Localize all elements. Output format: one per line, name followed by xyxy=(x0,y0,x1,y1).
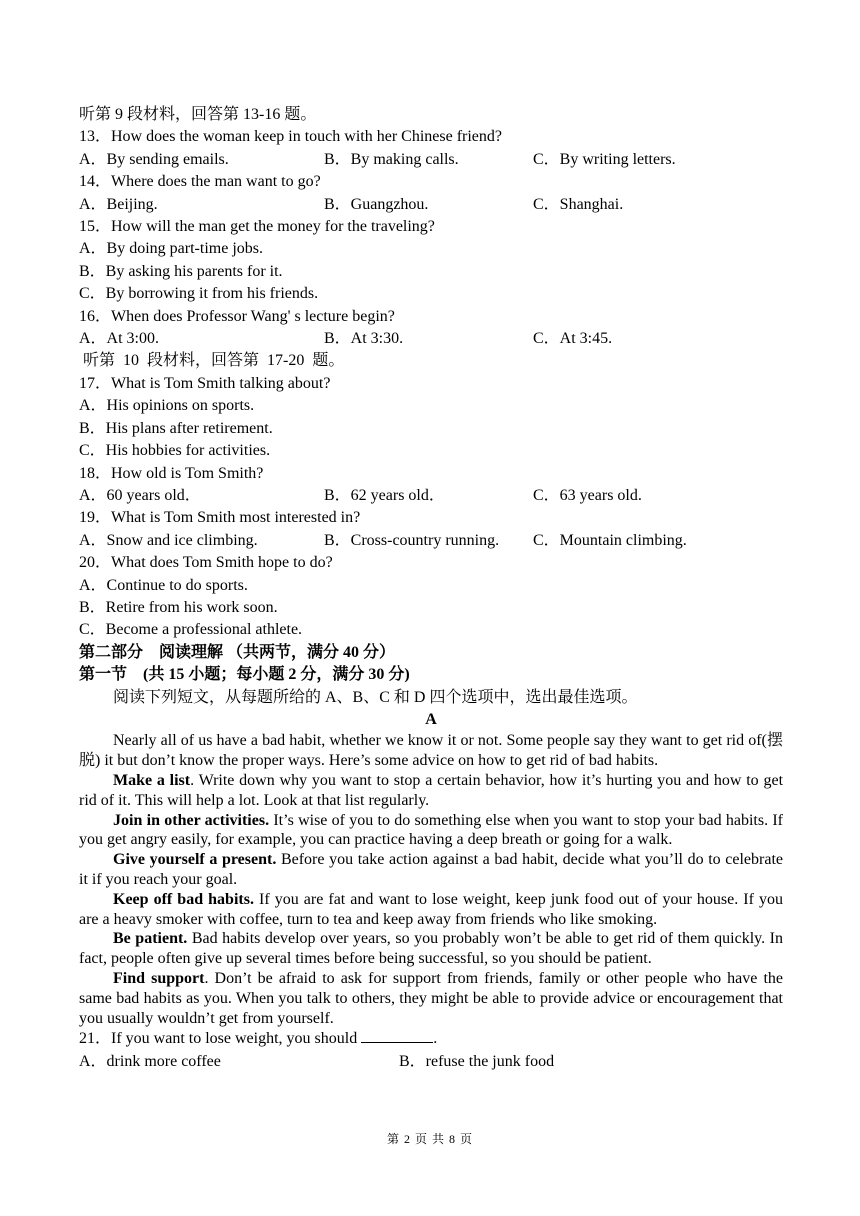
option: B．At 3:30. xyxy=(324,330,404,348)
tip-text: Before you take action against a bad habit, decide what you’ll do to celebrate it if you reach your goal. xyxy=(79,851,784,888)
section-label: 听第 9 段材料，回答第 13-16 题。 xyxy=(79,106,317,123)
option: B．refuse the junk food xyxy=(399,1052,555,1070)
option: A．By doing part-time jobs. xyxy=(79,240,263,258)
option: B．His plans after retirement. xyxy=(79,419,273,437)
tip-text: . Write down why you want to stop a certain behavior, how it’s hurting you and how to get rid of it. This will help a lot. Look at that list regularly. xyxy=(79,771,784,809)
option-row xyxy=(79,328,783,350)
question-stem: 16．When does Professor Wang' s lecture begin? xyxy=(79,307,395,325)
option: A．By sending emails. xyxy=(79,150,229,168)
option: A．Continue to do sports. xyxy=(79,576,248,594)
option: A．drink more coffee xyxy=(79,1052,221,1070)
option: C．63 years old. xyxy=(533,486,642,504)
option: C．By borrowing it from his friends. xyxy=(79,285,319,303)
option: A．60 years old． xyxy=(79,486,201,504)
tip-title: Be patient. xyxy=(113,930,188,948)
tip-paragraph xyxy=(79,929,783,969)
question-stem: 14．Where does the man want to go? xyxy=(79,173,321,191)
tip-paragraph xyxy=(79,969,783,1028)
tip-title: Find support xyxy=(113,969,205,987)
tip-text: . Don’t be afraid to ask for support from friends, family or other people who have the same bad habits as you. When you talk to others, they might be able to provide advice or encouragement that you usually wouldn’t get from yourself. xyxy=(79,969,784,1027)
option: C．His hobbies for activities. xyxy=(79,442,271,460)
page-content xyxy=(79,104,783,1073)
tip-text: Bad habits develop over years, so you probably won’t be able to get rid of them quickly. In fact, people often give up several times before being successful, so you should be patient. xyxy=(79,930,783,968)
option: A．At 3:00. xyxy=(79,330,160,348)
tip-text: It’s wise of you to do something else when you want to stop your bad habits. If you get angry easily, for example, you can practice having a deep breath or going for a walk. xyxy=(79,811,784,849)
question-group xyxy=(79,126,783,350)
part-heading: 第二部分 阅读理解 （共两节，满分 40 分） xyxy=(79,643,396,661)
option-row xyxy=(79,530,783,552)
tip-title: Join in other activities. xyxy=(113,811,270,829)
option: B．By making calls. xyxy=(324,150,459,168)
option: A．Beijing. xyxy=(79,195,158,213)
option: B．Cross-country running. xyxy=(324,531,500,549)
tip-title: Keep off bad habits. xyxy=(113,890,254,908)
section-label: 听第 10 段材料，回答第 17-20 题。 xyxy=(79,352,345,370)
tip-paragraph xyxy=(79,890,783,930)
option: C．Become a professional athlete. xyxy=(79,621,303,639)
section-heading: 第一节 (共 15 小题；每小题 2 分，满分 30 分) xyxy=(79,666,410,684)
question-stem: 21．If you want to lose weight, you should . xyxy=(79,1030,438,1048)
option: C．Shanghai. xyxy=(533,195,624,213)
option: C．At 3:45. xyxy=(533,330,613,348)
option: C．Mountain climbing. xyxy=(533,531,687,549)
answer-blank xyxy=(361,1028,433,1043)
option: A．His opinions on sports. xyxy=(79,397,255,415)
option: B．62 years old． xyxy=(324,486,445,504)
option: B．Guangzhou. xyxy=(324,195,429,213)
option-row xyxy=(79,194,783,216)
passage-intro: Nearly all of us have a bad habit, whether we know it or not. Some people say they want to get rid of(摆脱) it but don’t know the proper ways. Here’s some advice on how to get rid of bad habits. xyxy=(79,732,783,770)
option: B．Retire from his work soon. xyxy=(79,598,278,616)
question-stem: 20．What does Tom Smith hope to do? xyxy=(79,554,333,572)
option-row xyxy=(79,1051,783,1073)
option: B．By asking his parents for it. xyxy=(79,262,283,280)
question-stem: 18．How old is Tom Smith? xyxy=(79,464,264,482)
option-row xyxy=(79,485,783,507)
question-stem: 15．How will the man get the money for the traveling? xyxy=(79,218,435,236)
option: C．By writing letters. xyxy=(533,150,676,168)
passage-tips xyxy=(79,771,783,1028)
question-text: 21．If you want to lose weight, you should xyxy=(79,1030,362,1048)
tip-paragraph xyxy=(79,850,783,890)
option-row xyxy=(79,149,783,171)
tip-paragraph xyxy=(79,811,783,851)
passage-title: A xyxy=(425,710,437,728)
instruction-text: 阅读下列短文，从每题所给的 A、B、C 和 D 四个选项中，选出最佳选项。 xyxy=(113,688,638,706)
option: A．Snow and ice climbing. xyxy=(79,531,258,549)
tip-paragraph xyxy=(79,771,783,811)
tip-title: Make a list xyxy=(113,771,191,789)
question-stem: 19．What is Tom Smith most interested in? xyxy=(79,509,361,527)
page-footer: 第 2 页 共 8 页 xyxy=(386,1132,473,1146)
question-stem: 13．How does the woman keep in touch with her Chinese friend? xyxy=(79,128,503,146)
tip-title: Give yourself a present. xyxy=(113,851,277,869)
question-group xyxy=(79,373,783,642)
tip-text: If you are fat and want to lose weight, keep junk food out of your house. If you are a heavy smoker with coffee, turn to tea and keep away from friends who like smoking. xyxy=(79,890,784,928)
question-stem: 17．What is Tom Smith talking about? xyxy=(79,374,331,392)
